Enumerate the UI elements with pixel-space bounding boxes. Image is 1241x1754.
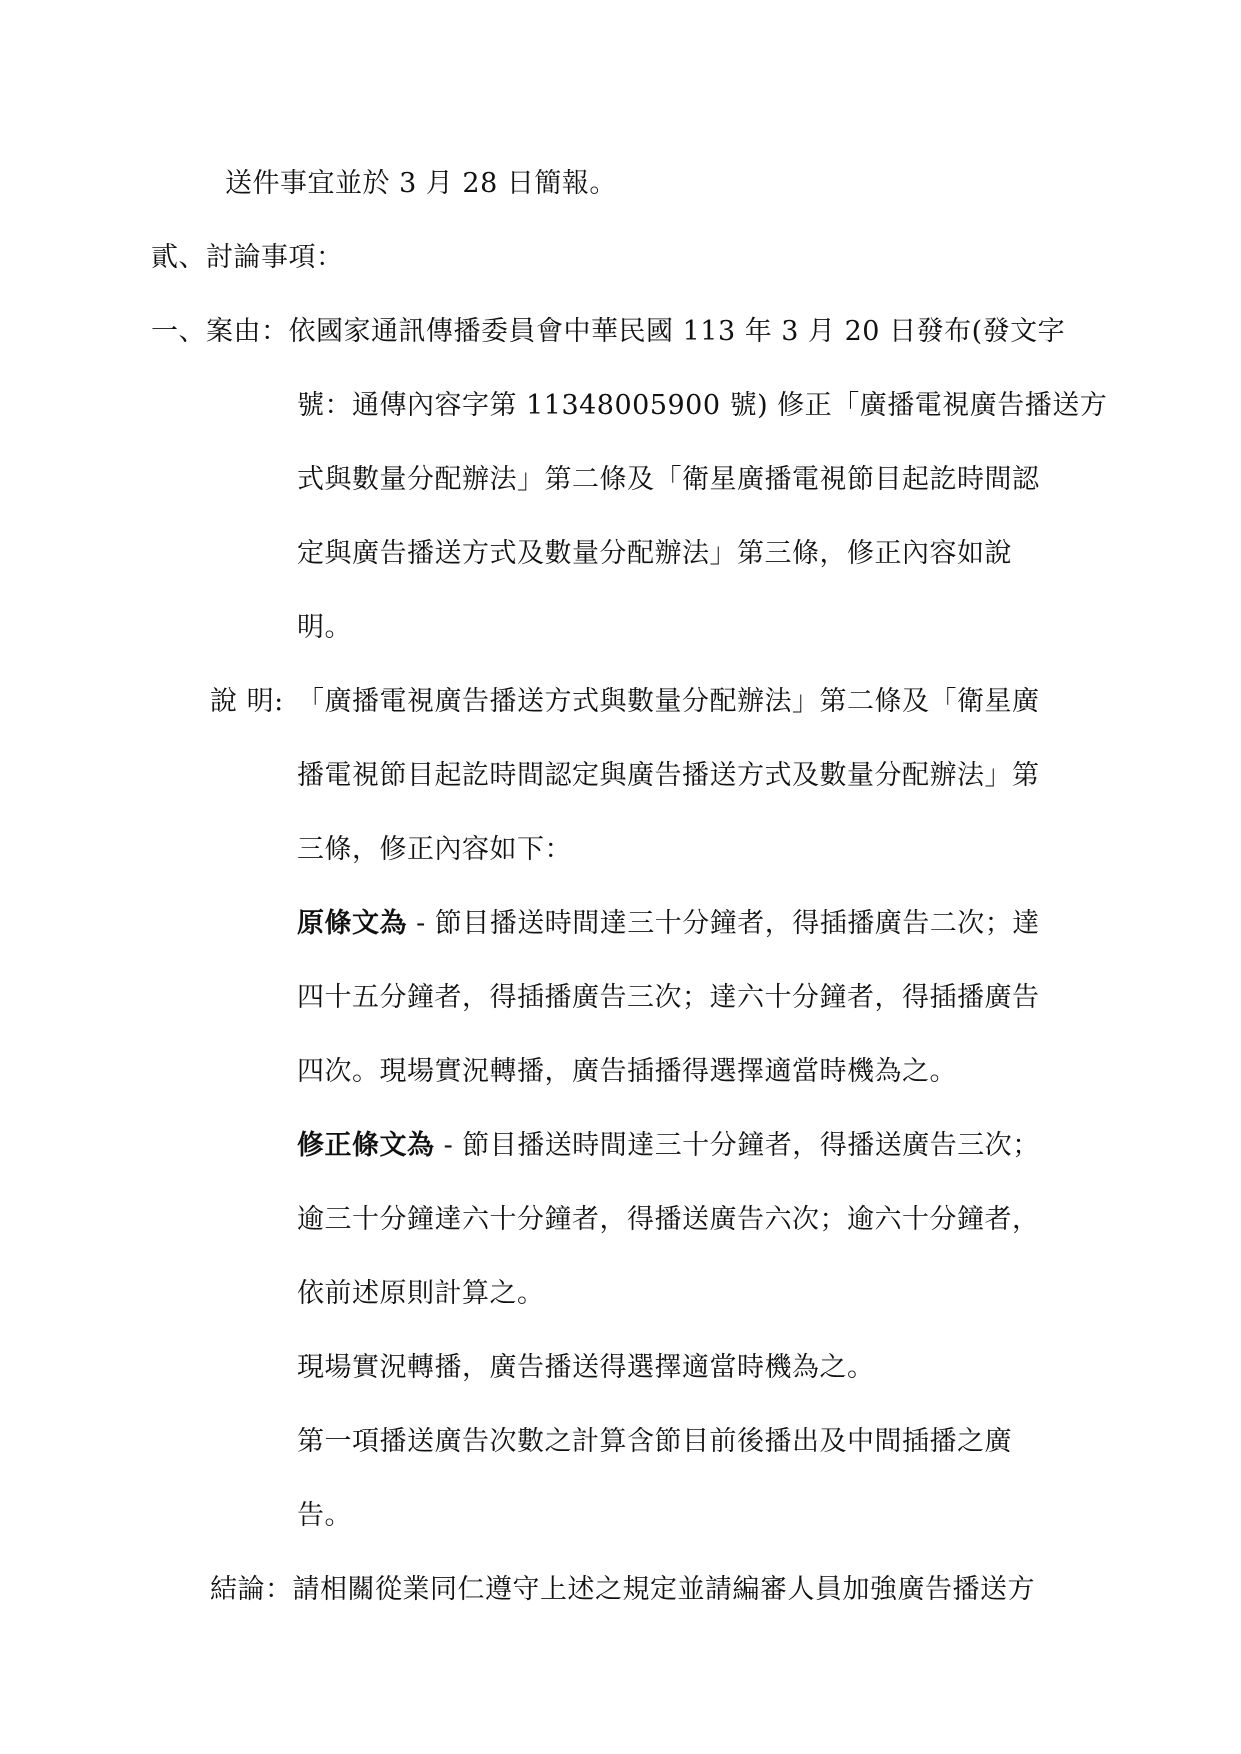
line-text: 「廣播電視廣告播送方式與數量分配辦法」第二條及「衛星廣 [297,686,1040,717]
text-line [297,832,572,868]
text-line [297,1054,957,1090]
line-text: 三條，修正內容如下： [297,834,572,865]
line-text: 第一項播送廣告次數之計算含節目前後播出及中間插播之廣 [297,1426,1012,1457]
line-text: 號：通傳內容字第 11348005900 號) 修正「廣播電視廣告播送方 [297,390,1108,421]
line-text: 四十五分鐘者，得插播廣告三次；達六十分鐘者，得插播廣告 [297,982,1040,1013]
line-text: 式與數量分配辦法」第二條及「衛星廣播電視節目起訖時間認 [297,464,1040,495]
text-line [225,166,617,202]
explanation-line [210,684,1040,720]
line-text: 播電視節目起訖時間認定與廣告播送方式及數量分配辦法」第 [297,760,1040,791]
case-label: 一、案由： [151,316,289,347]
line-text: 定與廣告播送方式及數量分配辦法」第三條，修正內容如說 [297,538,1012,569]
text-line [297,536,1012,572]
line-text: 告。 [297,1500,352,1531]
heading-text: 貳、討論事項： [151,242,344,273]
text-line [297,388,1107,424]
line-text: 送件事宜並於 3 月 28 日簡報。 [225,168,617,199]
conclusion-label: 結論： [210,1574,293,1605]
text-line [297,980,1040,1016]
text-line [297,1498,352,1534]
text-line [297,610,352,646]
line-text: 依國家通訊傳播委員會中華民國 113 年 3 月 20 日發布(發文字 [288,316,1066,347]
text-line [297,1424,1012,1460]
line-text: 依前述原則計算之。 [297,1278,545,1309]
line-text: 逾三十分鐘達六十分鐘者，得播送廣告六次；逾六十分鐘者， [297,1204,1040,1235]
amended-article-label: 修正條文為 [297,1130,435,1161]
line-text: 明。 [297,612,352,643]
line-text: 四次。現場實況轉播，廣告插播得選擇適當時機為之。 [297,1056,957,1087]
text-line [297,462,1040,498]
original-article-line [297,906,1040,942]
text-line [297,758,1040,794]
line-text: - 節目播送時間達三十分鐘者，得插播廣告二次；達 [407,908,1040,939]
line-text: - 節目播送時間達三十分鐘者，得播送廣告三次； [434,1130,1040,1161]
line-text: 現場實況轉播，廣告播送得選擇適當時機為之。 [297,1352,875,1383]
section-heading [151,240,344,276]
conclusion-line [210,1572,1035,1608]
amended-article-line [297,1128,1040,1164]
original-article-label: 原條文為 [297,908,407,939]
line-text: 請相關從業同仁遵守上述之規定並請編審人員加強廣告播送方 [292,1574,1035,1605]
explanation-label: 說 明: [210,686,284,717]
text-line [297,1350,875,1386]
case-line [151,314,1065,350]
text-line [297,1276,545,1312]
text-line [297,1202,1040,1238]
